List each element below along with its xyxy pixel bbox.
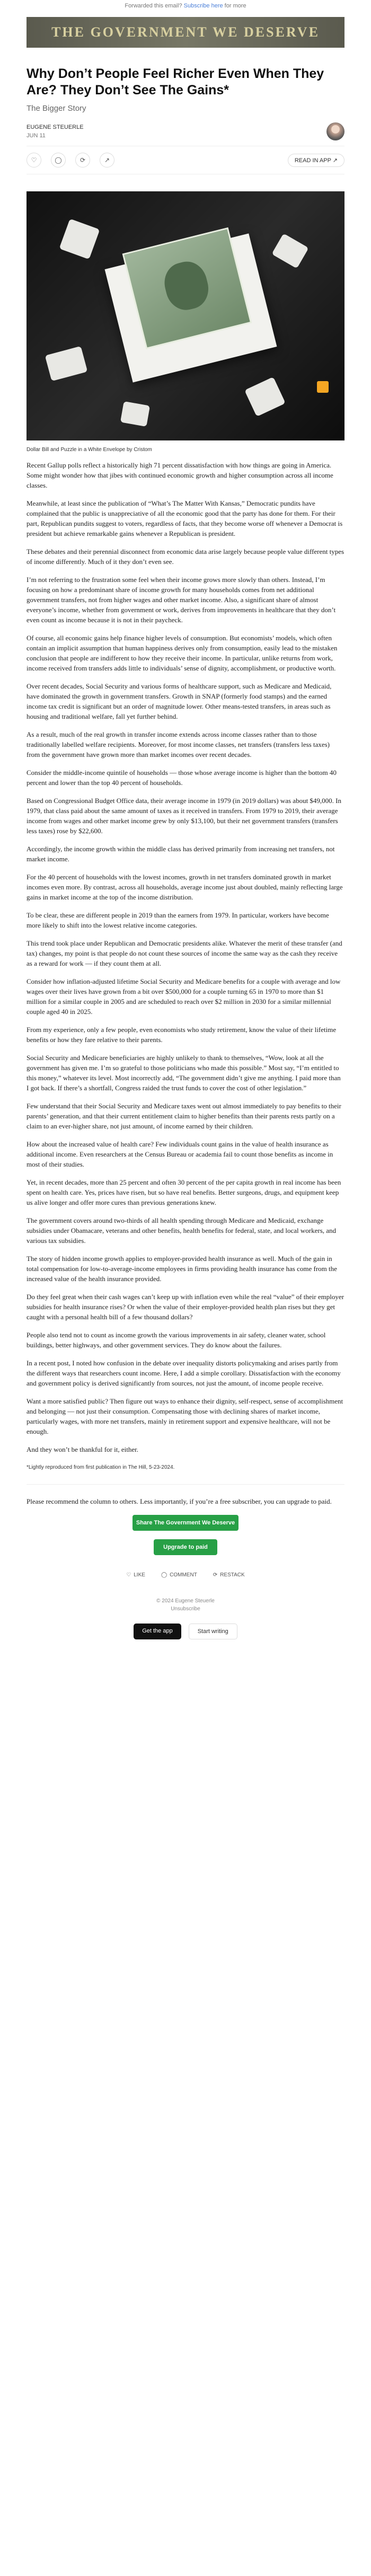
- edit-icon: [317, 381, 329, 393]
- app-buttons: [26, 1624, 344, 1639]
- body-paragraph: People also tend not to count as income growth the various improvements in air safety, cleaner water, school buildings, better highways, and other government services. They do know about the failures.: [26, 1331, 326, 1349]
- author-block: [26, 123, 84, 140]
- start-writing-button[interactable]: Start writing: [189, 1624, 237, 1639]
- forward-suffix: for more: [223, 3, 246, 9]
- publish-date: JUN 11: [26, 133, 46, 139]
- body-paragraph: Do they feel great when their cash wages can’t keep up with inflation even while the real “value” of their employer subsidies for health insurance rises? Or when the value of their employer-provided health plan rises but they get caught with a personal health bill of a few thousand dollars?: [26, 1293, 344, 1321]
- upgrade-button[interactable]: Upgrade to paid: [154, 1539, 217, 1555]
- body-paragraph: Over recent decades, Social Security and various forms of healthcare support, such as Medicare and Medicaid, have dominated the growth in government transfers. Growth in SNAP (formerly food stamps) and the earned income tax credit is significant but an order of magnitude lower. Other means-tested transfers, in areas such as housing and traditional welfare, fall yet further behind.: [26, 682, 332, 720]
- article-title[interactable]: Why Don’t People Feel Richer Even When They Are? They Don’t See The Gains*: [26, 66, 324, 98]
- comment-label: COMMENT: [170, 1572, 197, 1578]
- body-paragraph: The story of hidden income growth applies to employer-provided health insurance as well. Much of the gain in total compensation for low-to-average-income employees in firms providing health insurance has come from the increased value of the health insurance provided.: [26, 1255, 337, 1283]
- body-paragraph: Based on Congressional Budget Office data, their average income in 1979 (in 2019 dollars) was about $49,000. In 1979, that class paid about the same amount of taxes as it received in transfers. From 1979 to 2019, their average income from wages and other market income grew by only $13,100, but their net government transfers (transfers less taxes) rose by $22,600.: [26, 797, 342, 835]
- like-label: LIKE: [134, 1572, 145, 1578]
- puzzle-piece: [244, 377, 286, 417]
- post-actions: [26, 146, 344, 174]
- get-app-button[interactable]: Get the app: [134, 1624, 181, 1639]
- body-paragraph: How about the increased value of health care? Few individuals count gains in the value of health insurance as additional income. Even researchers at the Census Bureau or academia fail to count those benefits as income in most of their studies.: [26, 1140, 333, 1168]
- like-icon[interactable]: ♡: [26, 153, 41, 167]
- hero-image[interactable]: [26, 191, 344, 440]
- puzzle-piece: [45, 346, 88, 381]
- body-paragraph: I’m not referring to the frustration some feel when their income grows more slowly than others. Instead, I’m focusing on how a predominant share of income growth for many households comes from net additional government transfers, not from higher wages and other market income. Also, a significant share of almost everyone’s income, whether from government or work, derives from improvements in healthcare that they don’t even count as income because it is not in their paycheck.: [26, 576, 336, 624]
- puzzle-piece: [59, 219, 100, 260]
- like-button[interactable]: [126, 1572, 145, 1578]
- forward-text: Forwarded this email?: [125, 3, 182, 9]
- byline: [26, 122, 344, 146]
- cta-text: Please recommend the column to others. Less importantly, if you’re a free subscriber, you can upgrade to paid.: [26, 1497, 332, 1505]
- restack-label: RESTACK: [220, 1572, 245, 1578]
- body-paragraph: Meanwhile, at least since the publication of “What’s The Matter With Kansas,” Democratic pundits have complained that the public is unappreciative of all the economic good that the party has done for them. For their part, Republican pundits suggest to voters, regardless of facts, that they become worse off whenever a Democrat is president but achieve remarkable gains whenever a Republican is president.: [26, 499, 343, 537]
- image-caption: Dollar Bill and Puzzle in a White Envelope by Cristom: [26, 447, 152, 453]
- bottom-actions: [26, 1572, 344, 1578]
- body-paragraph: Want a more satisfied public? Then figure out ways to enhance their dignity, self-respect, sense of accomplishment and belonging — not just their consumption. Compensating those with declining shares of market income, particularly wages, with more net transfers, mainly in retirement support and expensive healthcare, will not be enough.: [26, 1397, 343, 1435]
- body-paragraph: And they won’t be thankful for it, either.: [26, 1445, 138, 1453]
- body-paragraph: This trend took place under Republican and Democratic presidents alike. Whatever the merit of these transfer (and tax) changes, my point is that people do not count these sources of income the same way as the cash they receive as a reward for work — if they count them at all.: [26, 939, 342, 967]
- bill-portrait: [160, 258, 213, 314]
- body-paragraph: In a recent post, I noted how confusion in the debate over inequality distorts policymaking and arises partly from the different ways that researchers count income. Here, I add a simple corollary. Dissatisfaction with the economy and government policy is derived significantly from sources, not just the amount, of income people receive.: [26, 1359, 341, 1387]
- body-paragraph: Recent Gallup polls reflect a historically high 71 percent dissatisfaction with how things are going in America. Some might wonder how that jibes with continued economic growth and higher consumption across all income classes.: [26, 461, 333, 489]
- restack-icon[interactable]: ⟳: [75, 153, 90, 167]
- body-paragraph: Few understand that their Social Security and Medicare taxes went out almost immediately to pay benefits to their parents’ generation, and that their current entitlement claim to higher benefits than their parents rests partly on a claim to an ever-higher share, not just amount, of income earned by their children.: [26, 1102, 341, 1130]
- restack-button[interactable]: [213, 1572, 245, 1578]
- share-publication-button[interactable]: Share The Government We Deserve: [132, 1515, 238, 1531]
- body-paragraph: These debates and their perennial disconnect from economic data arise largely because people value different types of income differently. Much of it they don’t even see.: [26, 548, 344, 566]
- body-paragraph: From my experience, only a few people, even economists who study retirement, know the value of their lifetime benefits or how they fare relative to their parents.: [26, 1026, 337, 1044]
- forward-banner: [0, 0, 371, 12]
- masthead-title: THE GOVERNMENT WE DESERVE: [51, 24, 320, 40]
- body-paragraph: Accordingly, the income growth within the middle class has derived primarily from increasing net transfers, not market income.: [26, 845, 335, 863]
- read-in-app-label: READ IN APP: [294, 157, 331, 164]
- share-icon[interactable]: ↗: [100, 153, 114, 167]
- author-avatar[interactable]: [326, 122, 344, 140]
- footnote: *Lightly reproduced from first publication in The Hill, 5-23-2024.: [26, 1465, 175, 1470]
- footer: [26, 1597, 344, 1613]
- restack-icon: ⟳: [213, 1572, 218, 1578]
- read-in-app-button[interactable]: READ IN APP ↗: [288, 154, 344, 167]
- article-subtitle: The Bigger Story: [26, 104, 86, 113]
- body-paragraph: Consider the middle-income quintile of households — those whose average income is higher than the bottom 40 percent and lower than the top 40 percent of households.: [26, 769, 337, 787]
- body-paragraph: The government covers around two-thirds of all health spending through Medicare and Medicaid, exchange subsidies under Obamacare, veterans and other benefits, health benefits for federal, state, and local workers, and various tax subsidies.: [26, 1216, 337, 1245]
- heart-icon: ♡: [126, 1572, 131, 1578]
- body-paragraph: Yet, in recent decades, more than 25 percent and often 30 percent of the per capita growth in real income has been spent on health care. Yes, prices have risen, but so have real benefits. Better surgeons, drugs, and equipment keep us alive longer and offer more cures than previous generations knew.: [26, 1178, 341, 1206]
- body-paragraph: As a result, much of the real growth in transfer income extends across income classes rather than to those traditionally labelled welfare recipients. Moreover, for most income classes, net transfers (transfers less taxes) from the government have grown more than market incomes over recent decades.: [26, 730, 330, 758]
- body-paragraph: Social Security and Medicare beneficiaries are highly unlikely to thank to themselves, “Wow, look at all the government has given me. I’m so grateful to those politicians who made this possible.” Most say, “I’m entitled to this money,” whatever its level. Most incorrectly add, “The government didn’t give me anything. I paid more than I got back. If there’s a shortfall, Congress raided the trust funds to cover the cost of other legislation.”: [26, 1054, 341, 1092]
- body-paragraph: For the 40 percent of households with the lowest incomes, growth in net transfers dominated growth in market incomes even more. By contrast, across all households, average income just about doubled, mainly reflecting large gains in market income at the top of the income distribution.: [26, 873, 343, 901]
- comment-icon[interactable]: ◯: [51, 153, 66, 167]
- article-body: [26, 460, 344, 1472]
- puzzle-piece: [120, 401, 150, 427]
- author-name[interactable]: EUGENE STEUERLE: [26, 124, 84, 130]
- copyright: © 2024 Eugene Steuerle: [156, 1598, 215, 1604]
- body-paragraph: To be clear, these are different people in 2019 than the earners from 1979. In particular, workers have become more likely to shift into the lowest relative income categories.: [26, 911, 329, 929]
- body-paragraph: Consider how inflation-adjusted lifetime Social Security and Medicare benefits for a couple with average and low wages over their lives have grown from a bit over $500,000 for a couple turning 65 in 1970 to more than $1 million for a similar couple in 2005 and are scheduled to reach over $2 million in 2030 for a similar millennial couple aged 40 in 2025.: [26, 977, 341, 1016]
- comment-button[interactable]: [161, 1572, 197, 1578]
- comment-icon: ◯: [161, 1572, 167, 1578]
- unsubscribe-link[interactable]: Unsubscribe: [171, 1606, 200, 1612]
- subscribe-link[interactable]: Subscribe here: [183, 3, 223, 9]
- publication-masthead[interactable]: [26, 17, 344, 48]
- body-paragraph: Of course, all economic gains help finance higher levels of consumption. But economists’ models, which often contain an implicit assumption that human happiness derives only from consumption, easily lead to the mistaken conclusion that people are indifferent to how they receive their income. In particular, unlike returns from work, income received from transfers adds little to individuals’ sense of dignity, accomplishment, or productive worth.: [26, 634, 338, 672]
- divider: [26, 1484, 344, 1485]
- puzzle-piece: [271, 233, 308, 268]
